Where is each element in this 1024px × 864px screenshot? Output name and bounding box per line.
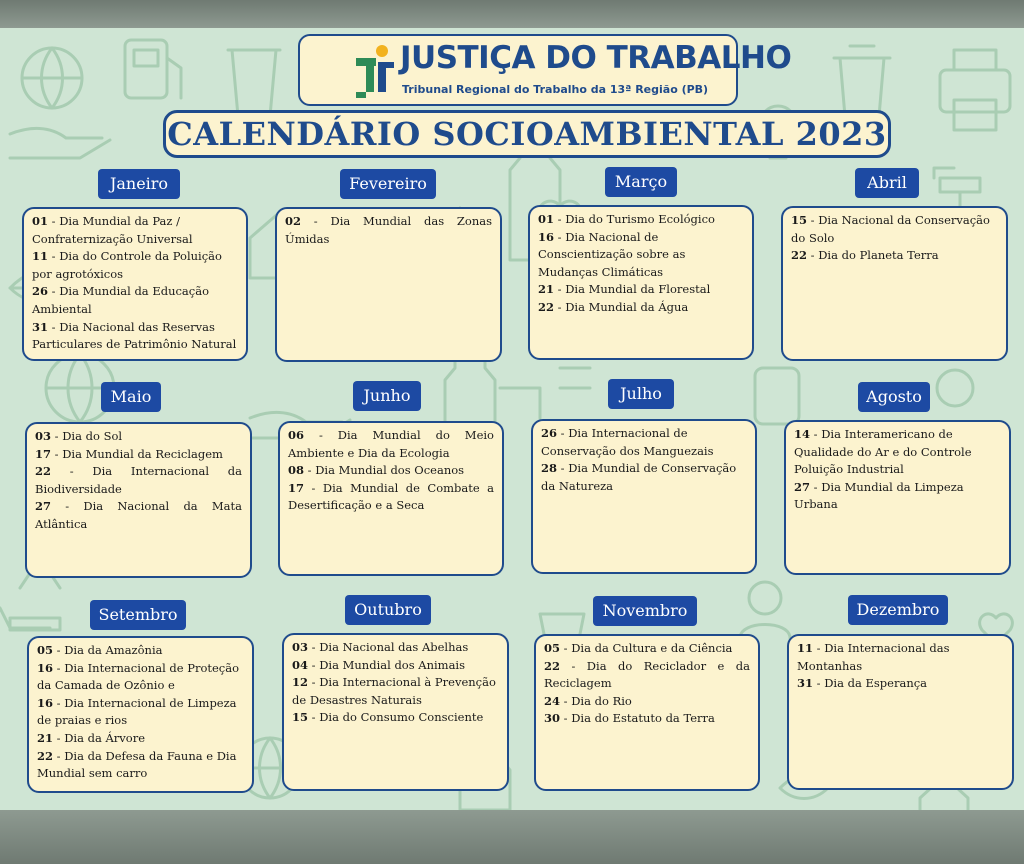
month-label-agosto: Agosto [858, 382, 930, 412]
month-card-outubro [282, 633, 509, 791]
month-label-maio: Maio [101, 382, 161, 412]
event-line: 17 - Dia Mundial da Reciclagem [35, 446, 223, 461]
event-line: 08 - Dia Mundial dos Oceanos [288, 463, 465, 478]
event-line: 14 - Dia Interamericano de Qualidade do Ar e do Controle Poluição Industrial [794, 427, 972, 477]
event-line: 03 - Dia do Sol [35, 429, 123, 443]
title-box [163, 110, 891, 158]
globe-icon [22, 48, 82, 108]
logo-title: JUSTIÇA DO TRABALHO [400, 40, 792, 76]
month-label-julho: Julho [608, 379, 674, 409]
event-line: 12 - Dia Internacional à Prevenção de Desastres Naturais [292, 675, 496, 707]
month-card-julho [531, 419, 757, 574]
event-line: 15 - Dia Nacional da Conservação do Solo [791, 213, 990, 245]
event-line: 30 - Dia do Estatuto da Terra [544, 711, 715, 726]
month-card-abril [781, 206, 1008, 361]
event-line: 22 - Dia do Reciclador e da Reciclagem [544, 658, 750, 691]
month-card-maio [25, 422, 252, 578]
month-label-outubro: Outubro [345, 595, 431, 625]
event-line: 16 - Dia Internacional de Proteção da Camada de Ozônio e [37, 660, 240, 693]
event-line: 22 - Dia Internacional da Biodiversidade [35, 464, 242, 496]
event-line: 11 - Dia Internacional das Montanhas [797, 641, 950, 673]
event-line: 01 - Dia Mundial da Paz / Confraternização Universal [32, 214, 193, 246]
month-card-novembro [534, 634, 760, 791]
event-line: 22 - Dia Mundial da Água [538, 299, 689, 314]
event-line: 31 - Dia da Esperança [797, 676, 928, 691]
month-card-fevereiro [275, 207, 502, 362]
month-card-junho [278, 421, 504, 576]
logo-subtitle: Tribunal Regional do Trabalho da 13ª Região (PB) [402, 83, 709, 96]
event-line: 11 - Dia do Controle da Poluição por agrotóxicos [32, 249, 222, 281]
month-card-agosto [784, 420, 1011, 575]
calendar-poster [0, 28, 1024, 810]
event-line: 21 - Dia da Árvore [37, 730, 146, 745]
event-line: 27 - Dia Mundial da Limpeza Urbana [794, 479, 964, 512]
event-line: 04 - Dia Mundial dos Animais [292, 657, 466, 672]
month-label-setembro: Setembro [90, 600, 186, 630]
event-line: 05 - Dia da Cultura e da Ciência [544, 641, 733, 655]
event-line: 17 - Dia Mundial de Combate a Desertificação e a Seca [288, 480, 494, 513]
bottom-shadow [0, 810, 1024, 864]
event-line: 16 - Dia Nacional de Conscientização sobre as Mudanças Climáticas [538, 229, 686, 279]
event-line: 06 - Dia Mundial do Meio Ambiente e Dia da Ecologia [288, 428, 494, 460]
month-label-novembro: Novembro [593, 596, 697, 626]
month-card-setembro [27, 636, 254, 793]
event-line: 01 - Dia do Turismo Ecológico [538, 212, 715, 226]
month-label-dezembro: Dezembro [848, 595, 948, 625]
water-jug-icon [755, 368, 799, 424]
event-line: 15 - Dia do Consumo Consciente [292, 710, 484, 725]
event-line: 03 - Dia Nacional das Abelhas [292, 640, 469, 654]
justica-logo-icon [352, 44, 396, 98]
event-line: 21 - Dia Mundial da Florestal [538, 282, 711, 297]
month-label-fevereiro: Fevereiro [340, 169, 436, 199]
event-line: 26 - Dia Mundial da Educação Ambiental [32, 284, 209, 316]
month-card-janeiro [22, 207, 248, 361]
month-label-marco: Março [605, 167, 677, 197]
event-line: 31 - Dia Nacional das Reservas Particulares de Patrimônio Natural [32, 319, 237, 352]
worker-icon [740, 582, 790, 638]
month-card-dezembro [787, 634, 1014, 790]
event-line: 27 - Dia Nacional da Mata Atlântica [35, 499, 242, 531]
hand-icon [10, 128, 110, 158]
event-line: 05 - Dia da Amazônia [37, 643, 163, 657]
cup-icon [228, 50, 280, 116]
fuel-pump-icon [125, 40, 181, 98]
month-card-marco [528, 205, 754, 360]
event-line: 24 - Dia do Rio [544, 693, 632, 708]
event-line: 28 - Dia Mundial de Conservação da Natureza [541, 461, 737, 493]
pipe-icon [500, 368, 590, 418]
page-title: CALENDÁRIO SOCIOAMBIENTAL 2023 [167, 115, 887, 153]
event-line: 02 - Dia Mundial das Zonas Úmidas [285, 214, 492, 246]
month-label-janeiro: Janeiro [98, 169, 180, 199]
month-label-abril: Abril [855, 168, 919, 198]
printer-icon [940, 50, 1010, 130]
month-label-junho: Junho [353, 381, 421, 411]
logo-box [298, 34, 792, 106]
event-line: 22 - Dia do Planeta Terra [791, 248, 939, 263]
top-shadow [0, 0, 1024, 28]
event-line: 26 - Dia Internacional de Conservação dos Manguezais [541, 426, 714, 458]
event-line: 22 - Dia da Defesa da Fauna e Dia Mundial sem carro [37, 748, 237, 781]
event-line: 16 - Dia Internacional de Limpeza de praias e rios [37, 695, 237, 728]
